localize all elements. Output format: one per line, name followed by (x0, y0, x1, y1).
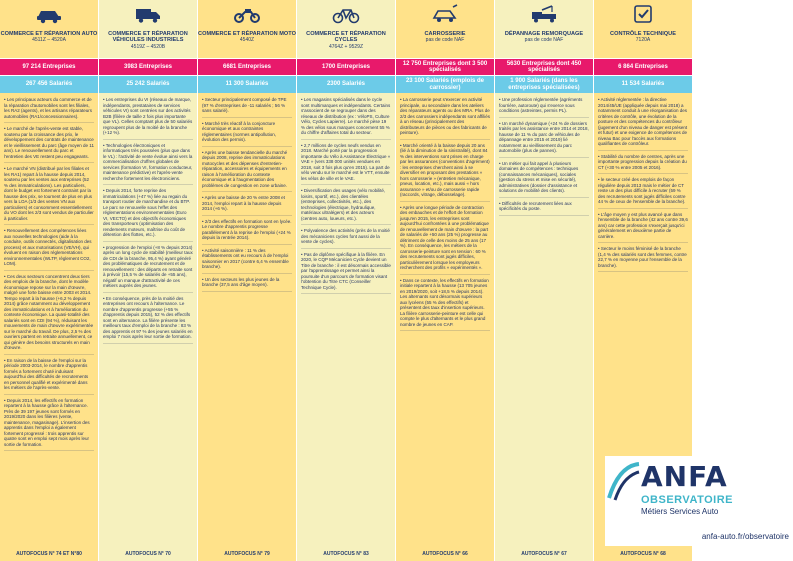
description-paragraph: • Depuis 2014, forte reprise des immatriculations (+47 %) liée au regain du transport routier de marchandise et du BTP. Le parc se renouvelle sous l'effet des réglementations environnementales (Euro VI, VECTO) et des objectifs économiques des transporteurs (optimisation des rendements moteurs, maîtrise du coût de détention des flottes, etc.). (103, 188, 193, 242)
description-paragraph: • Technologies électroniques et informatiques très poussées (plus que dans le VL) : l'activité de vente évolue ainsi vers la commercialisation d'offres globales de services (formation VI, formation conducteur, maintenance prédictive) et l'après-vente recherche fortement les électroniciens. (103, 143, 193, 186)
description-paragraph: • En raison de la baisse de l'emploi sur la période 2003-2014, le nombre d'apprentis formés a fortement chuté induisant aujourd'hui des difficultés de recrutements en personnel qualifié et expérimenté dans les métiers de l'après-vente. (4, 358, 94, 395)
salaries-count: 11 534 Salariés (594, 75, 692, 93)
sector-header (99, 0, 197, 58)
sector-title: CONTRÔLE TECHNIQUE (610, 31, 676, 37)
salaries-count: 2300 Salariés (297, 75, 395, 93)
bodywork-icon (431, 4, 459, 29)
description-paragraph: • Marché très réactif à la conjoncture économique et aux contraintes réglementaires (normes antipollution, évolution des permis). (202, 121, 292, 147)
autofocus-reference[interactable]: AUTOFOCUS N° 68 (620, 551, 666, 557)
sector-naf-code: 4540Z (239, 37, 255, 44)
entreprises-count: 12 750 Entreprises dont 3 500 spécialisés (396, 58, 494, 75)
description-paragraph: • Difficultés de recrutement liées aux spécificités du poste. (499, 201, 589, 216)
anfa-logo-icon (607, 462, 641, 502)
description-paragraph: • Une profession réglementée (agréments fourrière, autoroute) qui s'exerce sous conditions (astreintes, permis PL). (499, 97, 589, 118)
autofocus-reference[interactable]: AUTOFOCUS N° 67 (521, 551, 567, 557)
description-paragraph: • Le marché de l'après-vente est stable, soutenu par la croissance des prix, le développement des contrats de maintenance et le vieillissement du parc (âge moyen de 11 ans). Le renouvellement du parc et l'entretien des VE restent peu engageants. (4, 126, 94, 163)
entreprises-count: 1700 Entreprises (297, 58, 395, 75)
salaries-count: 25 242 Salariés (99, 75, 197, 93)
sector-description (495, 93, 593, 546)
description-paragraph: • Secteur le moins féminisé de la branche (1,4 % des salariés sont des femmes, contre 22,7 % en moyenne pour l'ensemble de la branche). (598, 246, 688, 272)
entreprises-count: 5630 Entreprises dont 450 spécialisés (495, 58, 593, 75)
description-paragraph: • Après une baisse de 20 % entre 2008 et 2014, l'emploi repart à la hausse depuis 2014 (+6 %). (202, 195, 292, 216)
sector-naf-code: pas de code NAF (524, 37, 564, 44)
description-paragraph: • 2,7 millions de cycles neufs vendus en 2018. Marché porté par la progression importante du Vélo à Assistance Électrique « VAE » (vers 338 000 unités vendues en 2018, soit 3 fois plus qu'en 2015). La part de vélo vendu sur le marché est le VTT, ensuite les vélos de ville et le VAE. (301, 143, 391, 186)
autofocus-reference[interactable]: AUTOFOCUS N° 83 (323, 551, 369, 557)
sector-title: CARROSSERIE (424, 31, 466, 37)
sector-description (99, 93, 197, 546)
description-paragraph: • Les magasins spécialisés dans le cycle sont multimarques et indépendants. Certains s'associent de se regrouper dans des réseaux de distribution (ex : VéloPS, Culture Vélo, Cycles Lapierre). Le marché pèse 19 % des vélos sous marques concernent 55 % du chiffre d'affaires total du secteur. (301, 97, 391, 140)
motorbike-icon (233, 4, 261, 29)
description-paragraph: • Pas de diplôme spécifique à la filière. En 2020, le CQP Mécanicien Cycle devient un Titre de branche : il est désormais accessible par l'apprentissage et permet ainsi la poursuite d'un parcours de formation visant l'obtention du Titre CTC (Conseiller Technique Cycle). (301, 252, 391, 295)
inspection-icon (629, 4, 657, 29)
sector-column (99, 0, 197, 561)
sector-description (396, 93, 494, 546)
description-paragraph: • Dans ce contexte, les effectifs en formation initiale repartent à la hausse (13 705 jeunes en 2019/2020, soit +18,5 % depuis 2014). Les alternants sont désormais supérieurs aux lycéens (55 % des effectifs) et présentent des taux d'insertion supérieurs. La filière carrosserie-peinture est celle qui compte le plus d'alternants et le plus grand nombre de jeunes en CAP. (400, 278, 490, 332)
description-paragraph: • Stabilité du nombre de centres, après une importante progression depuis la création du CT (+30 % entre 2005 et 2016). (598, 154, 688, 175)
anfa-logo-block (605, 456, 789, 546)
sector-naf-code: 4519Z – 4520B (130, 43, 166, 50)
salaries-count: 23 100 Salariés (emplois de carrossier) (396, 75, 494, 93)
sector-header (594, 0, 692, 58)
description-paragraph: • Renouvellement des compétences liées aux nouvelles technologies (aide à la conduite, outils connectés, digitalisation des process) et aux motorisations (VE/VH), qui évoluent en raison des réglementations environnementales (WLTP, règlement CO2, LOM). (4, 228, 94, 271)
sector-title: COMMERCE ET RÉPARATION CYCLES (306, 31, 386, 44)
description-paragraph: • Ces deux secteurs concentrent deux tiers des emplois de la branche, dont le modèle économique repose sur la main d'œuvre, malgré une forte baisse entre 2003 et 2014. Tempo repart à la hausse (+6,2 % depuis 2014) grâce notamment au développement des immatriculations et à l'amélioration du contexte économique. La quasi-totalité des salariés sont en CDI (94 %), réduisant les mouvements de main d'œuvre expérimentée sur le marché du travail. De plus, 2,5 % des ouvriers partent en retraite annuellement, ce qui génère des besoins structurels en main d'œuvre. (4, 274, 94, 355)
car-icon (35, 4, 63, 29)
sector-column (198, 0, 296, 561)
sector-header (495, 0, 593, 58)
description-paragraph: • Polyvalence des activités (près de la moitié des mécaniciens cycles font aussi de la vente de cycles). (301, 228, 391, 249)
entreprises-count: 6 864 Entreprises (594, 58, 692, 75)
entreprises-count: 6681 Entreprises (198, 58, 296, 75)
truck-icon (134, 4, 162, 29)
sector-column (396, 0, 494, 561)
sector-naf-code: 4764Z + 9529Z (328, 43, 364, 50)
entreprises-count: 3983 Entreprises (99, 58, 197, 75)
entreprises-count: 97 214 Entreprises (0, 58, 98, 75)
sector-column (0, 0, 98, 561)
description-paragraph: • le secteur créé des emplois de façon régulière depuis 2013 mais le métier de CT reste un des plus difficile à recruter (59 % des recrutements sont jugés difficiles contre 44 % de ceux de l'ensemble de la branche). (598, 177, 688, 209)
salaries-count: 11 300 Salariés (198, 75, 296, 93)
description-paragraph: • Marché orienté à la baisse depuis 20 ans (lié à la diminution de la sinistralité), dont 84 % des interventions sont prises en charge par les assurances (conventions d'agrément) : les entreprises cherchent ainsi à se diversifier en proposant des prestations « hors carrosserie » (entretien mécanique, pneus, location, etc.), mais aussi « hors assurance » et/ou de carrosserie rapide (raccords, vitrage, débosselage). (400, 143, 490, 202)
description-paragraph: • Un métier qui fait appel à plusieurs domaines de compétences : techniques (connaissances mécaniques), sociales (gestion du stress et mise en sécurité), administratives (dossier d'assistance et solutions de mobilité des clients). (499, 161, 589, 198)
autofocus-reference[interactable]: AUTOFOCUS N° 79 (224, 551, 270, 557)
logo-url[interactable]: anfa-auto.fr/observatoire (701, 532, 789, 541)
description-paragraph: • Activité réglementée : la directive 2014/45/UE (appliquée depuis mai 2018) a notamment conduit à une réorganisation des critères de contrôle, une évolution de la posture et des compétences du contrôleur (jugement d'un niveau de danger est présent et futur) et une exigence de compétences de niveau Bac pour l'accès aux formations qualifiantes de contrôleur. (598, 97, 688, 151)
description-paragraph: • Un marché dynamique (+24 % de dossiers traités par les assistance entre 2014 et 2018, hausse de 11 % du parc de véhicules de dépannage entre 2015 et 2019) lié notamment au vieillissement du parc automobile (plus de pannes). (499, 121, 589, 158)
sector-column (495, 0, 593, 561)
description-paragraph: • Diversification des usages (vélo mobilité, loisirs, sportif, etc.), des clientèles (entreprises, collectivités, etc.), des technologies (électrique, hydraulique, matériaux ultralégers) et des acteurs (centres auto, loueurs, etc.). (301, 188, 391, 225)
logo-line2: Métiers Services Auto (641, 507, 719, 516)
sector-title: DÉPANNAGE REMORQUAGE (504, 31, 584, 37)
salaries-count: 267 456 Salariés (0, 75, 98, 93)
description-paragraph: • La carrosserie peut s'exercer en activité principale, ou secondaire dans les ateliers des réparateurs agents ou des MRA. Plus de 2/3 des carrossiers indépendants sont affiliés à un réseau (principalement des distributeurs de pièces ou des fabricants de peinture). (400, 97, 490, 140)
description-paragraph: • Les principaux acteurs du commerce et de la réparation d'automobiles sont les filiales, les RA2 (agents), et les artisans réparateurs automobiles (RA1/concessionnaires). (4, 97, 94, 123)
description-paragraph: • Les entreprises du VI (réseaux de marque, indépendants, prestataires de services véhicules VI) sont centrées sur des activités B2B (filière de taille 2 fois plus importante que VL). Celles comptant plus de 50 salariés regroupent plus de la moitié de la branche (+12 %). (103, 97, 193, 140)
sector-title: COMMERCE ET RÉPARATION MOTO (198, 31, 296, 37)
description-paragraph: • progression de l'emploi (+8 % depuis 2014) après un long cycle de stabilité (meilleur taux de CDI de la branche, 95,4 %) ayant généré des problématiques de recrutement et de renouvellement : des départs en retraite sont à prévoir (15,5 % de salariés de +55 ans), négatif un manque d'attractivité de ces métiers auprès des jeunes. (103, 245, 193, 293)
sector-title: COMMERCE ET RÉPARATION VÉHICULES INDUSTRIELS (108, 31, 188, 44)
description-paragraph: • Activité saisonnière : 11 % des établissements ont eu recours à de l'emploi saisonnier en 2017 (contre 6,4 % ensemble branche). (202, 248, 292, 274)
sector-naf-code: 4511Z – 4520A (32, 37, 66, 44)
autofocus-reference[interactable]: AUTOFOCUS N° 66 (422, 551, 468, 557)
sector-header (396, 0, 494, 58)
autofocus-reference[interactable]: AUTOFOCUS N° 70 (125, 551, 171, 557)
description-paragraph: • Depuis 2014, les effectifs en formation repartent à la hausse grâce à l'alternance. Près de 39 197 jeunes sont formés en 2019/2020 dans les filières (vente, maintenance, magasinage). L'insertion des apprentis dans l'emploi a également fortement progressé : trois apprentis sur quatre sont en emploi sept mois après leur sortie de formation. (4, 398, 94, 452)
sector-column (297, 0, 395, 561)
sector-header (198, 0, 296, 58)
description-paragraph: • Secteur principalement composé de TPE (97 % d'entreprises de -11 salariés ; 56 % sans salarié). (202, 97, 292, 118)
sector-naf-code: pas de code NAF (425, 37, 465, 44)
logo-name: ANFA (641, 460, 728, 493)
tow-truck-icon (530, 4, 558, 29)
description-paragraph: • Un des secteurs les plus jeunes de la branche (37,5 ans d'âge moyen). (202, 277, 292, 292)
sector-header (0, 0, 98, 58)
sector-description (0, 93, 98, 546)
salaries-count: 1 900 Salariés (dans les entreprises spécialisées) (495, 75, 593, 93)
description-paragraph: • En conséquence, près de la moitié des entreprises ont recours à l'alternance. Le nombre d'apprentis progresse (+55 % d'apprentis depuis 2015), 52 % des effectifs sont en alternance. La filière présente les meilleurs taux d'emploi de la branche : 83 % des apprentis et 97 % des jeunes salariés en emploi 7 mois après leur sortie de formation. (103, 296, 193, 344)
sector-description (297, 93, 395, 546)
description-paragraph: • 2/3 des effectifs en formation sont en lycée. Le nombre d'apprentis progresse parallèlement à la reprise de l'emploi (+24 % depuis la rentrée 2014). (202, 219, 292, 245)
description-paragraph: • L'âge moyen y est plus avancé que dans l'ensemble de la branche (42 ans contre 39,6 ans) car cette profession s'exerçait jusqu'ici généralement en deuxième partie de carrière. (598, 212, 688, 244)
sector-header (297, 0, 395, 58)
sector-naf-code: 7120A (635, 37, 651, 44)
sector-title: COMMERCE ET RÉPARATION AUTO (0, 31, 98, 37)
sector-description (198, 93, 296, 546)
description-paragraph: • Après une baisse tendancielle du marché depuis 2008, reprise des immatriculations motocycles et des dépenses d'entretien-réparation, accessoires et équipements en raison à l'amélioration du contexte économique et à l'augmentation des problèmes de congestion en zone urbaine. (202, 150, 292, 193)
autofocus-reference[interactable]: AUTOFOCUS N° 74 ET N°80 (16, 551, 82, 557)
logo-line1: OBSERVATOIRE (641, 494, 733, 506)
bicycle-icon (332, 4, 360, 29)
description-paragraph: • Le marché VN (distribué par les filiales et les RA1) repart à la hausse depuis 2014, soutenu par les ventes aux entreprises (52 % des immatriculations). Les particuliers, dont le budget est fortement contraint par la hausse des prix, se tournent de plus en plus vers la LOA (1/3 des ventes VN aux particuliers) et consomment essentiellement du VO dont les 2/3 sont vendus de particulier à particulier. (4, 166, 94, 225)
description-paragraph: • Après une longue période de contraction des embauches et de l'effort de formation jusqu'en 2015, les entreprises sont aujourd'hui confrontées à une problématique de renouvellement de main d'œuvre : la part de salariés de +50 ans (25 %) progresse au détriment de celle des moins de 25 ans (17 %). En conséquence, les métiers de la carrosserie-peinture sont en tension : 60 % des recrutements sont jugés difficiles, particulièrement lorsque les employeurs recherchent des profils « expérimentés ». (400, 205, 490, 275)
